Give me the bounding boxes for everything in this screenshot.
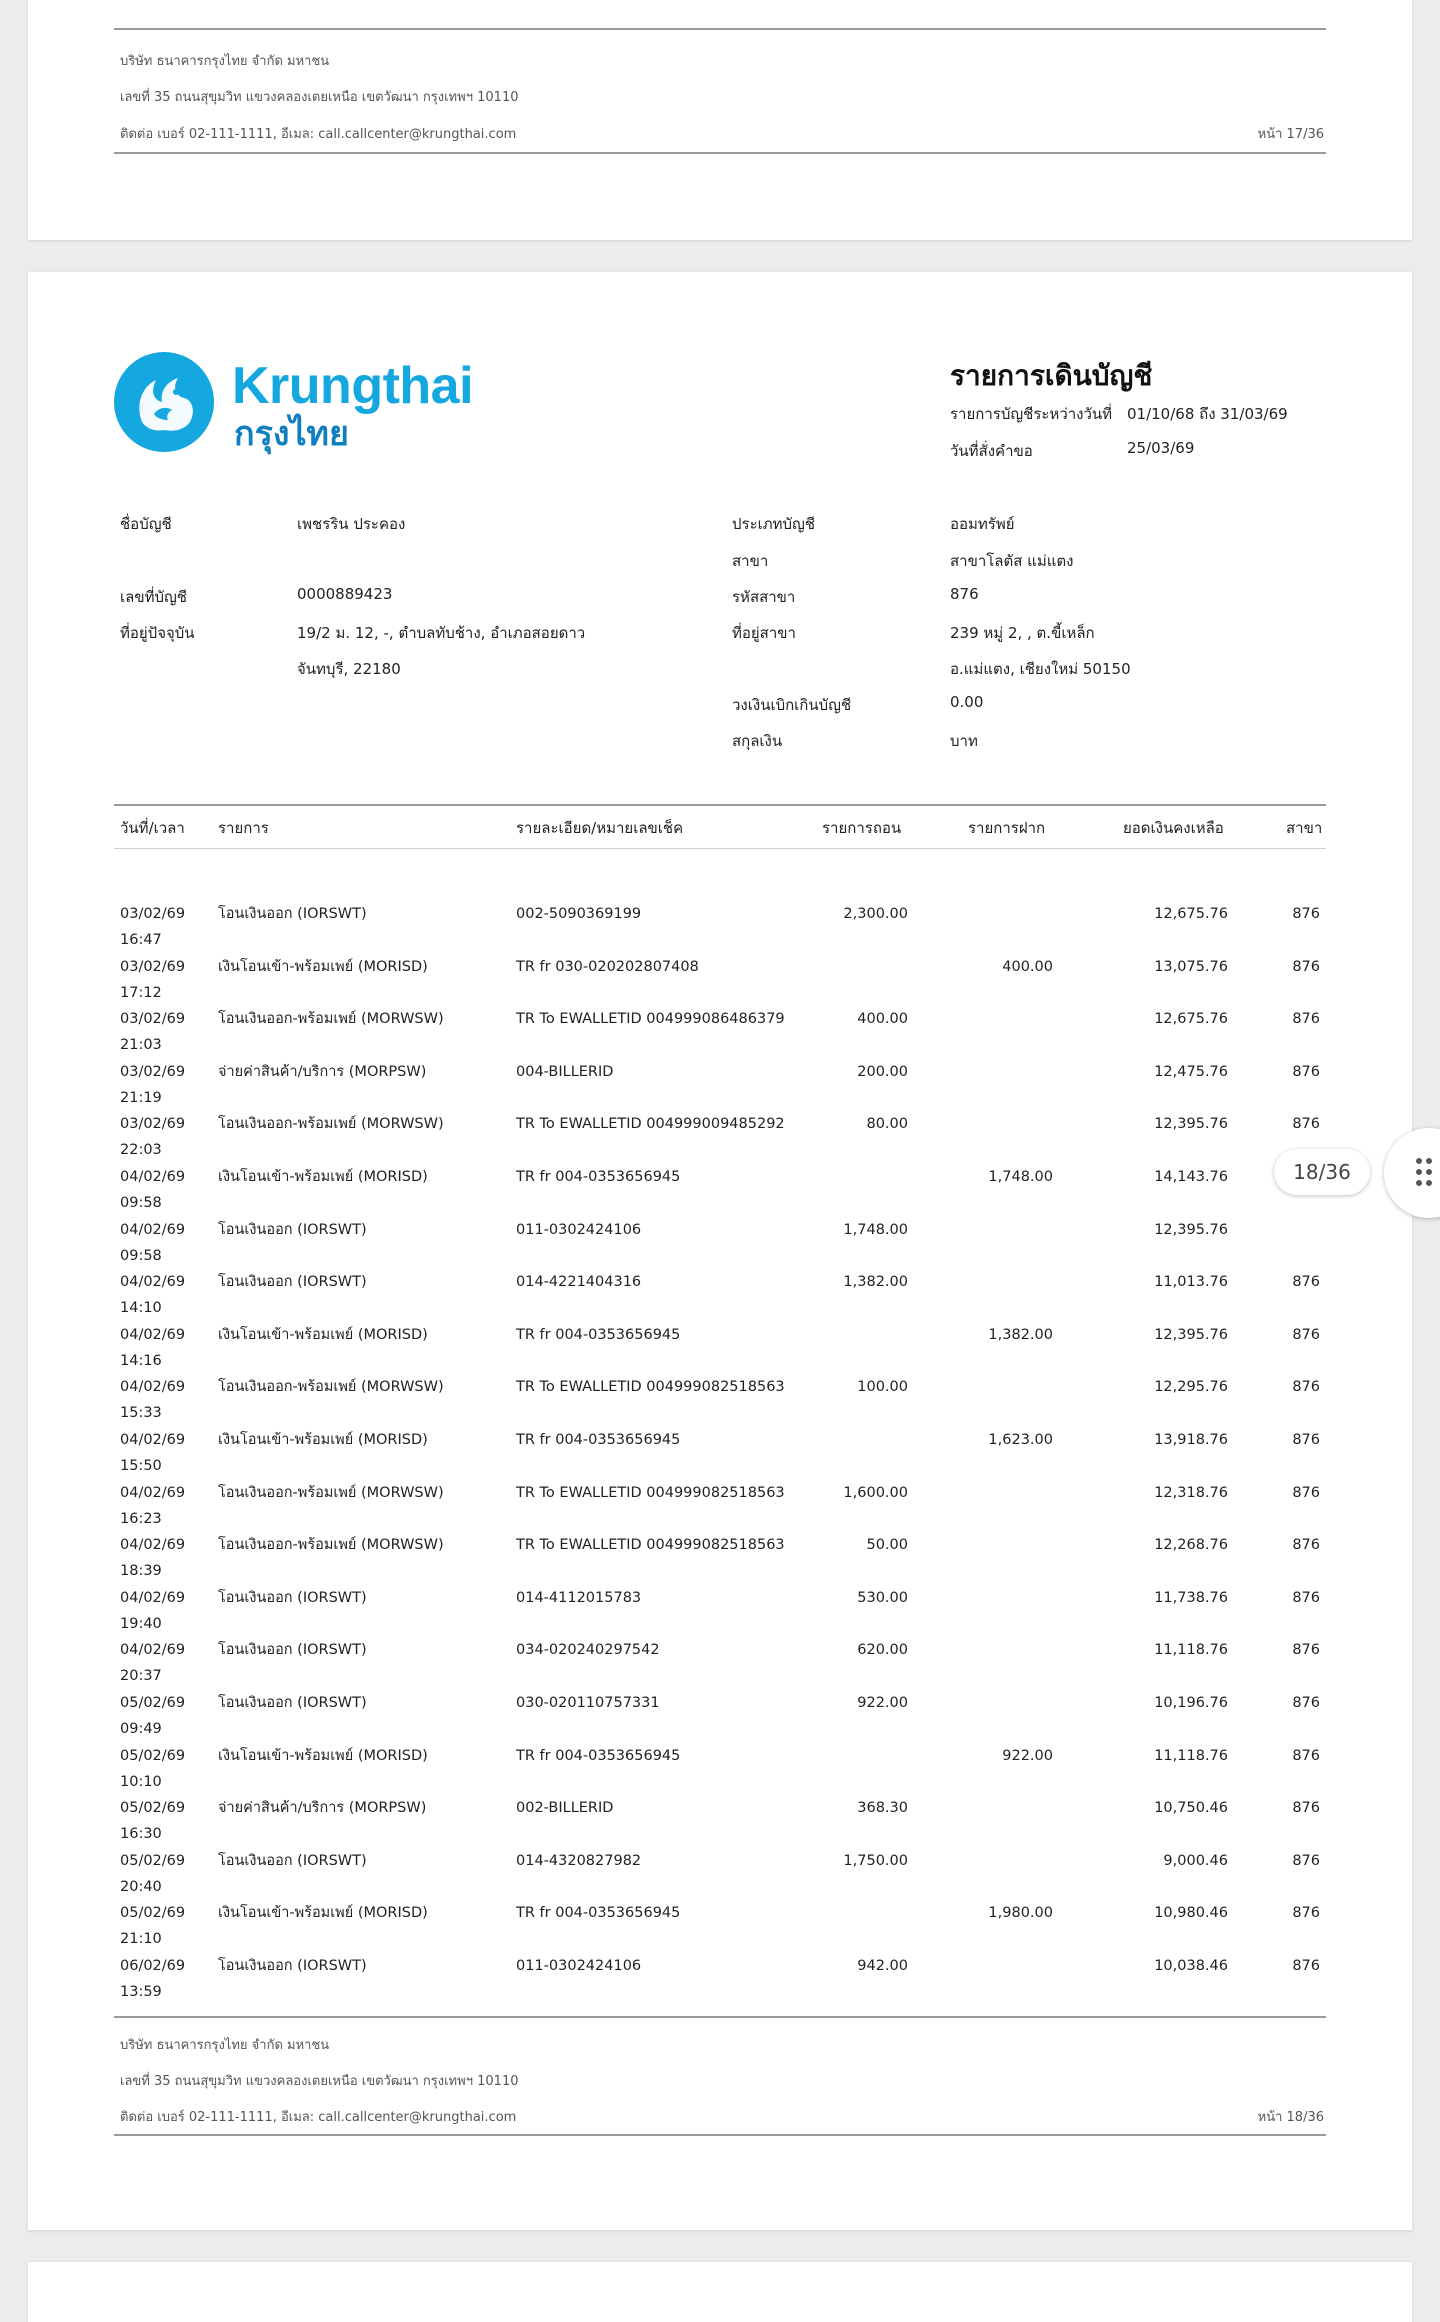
cell-withdraw: 200.00 xyxy=(857,1063,908,1080)
cell-date: 04/02/69 xyxy=(120,1379,186,1396)
cell-time: 15:50 xyxy=(120,1458,162,1474)
table-bottom-rule xyxy=(114,2016,1326,2018)
cell-detail: TR To EWALLETID 004999009485292 xyxy=(516,1116,785,1133)
footer-bottom-rule xyxy=(114,2134,1326,2136)
cell-deposit: 1,980.00 xyxy=(988,1905,1053,1922)
cell-date: 04/02/69 xyxy=(120,1642,186,1659)
header-balance: ยอดเงินคงเหลือ xyxy=(1123,819,1224,837)
cell-transaction: โอนเงินออก-พร้อมเพย์ (MORWSW) xyxy=(218,1537,444,1554)
account-name: เพชรริน ประคอง xyxy=(297,515,406,533)
cell-time: 18:39 xyxy=(120,1563,162,1580)
cell-time: 22:03 xyxy=(120,1142,162,1159)
cell-time: 20:40 xyxy=(120,1878,162,1895)
account-name-label: ชื่อบัญชี xyxy=(120,515,172,533)
branch-address-label: ที่อยู่สาขา xyxy=(732,624,796,642)
header-transaction: รายการ xyxy=(218,819,269,837)
cell-date: 03/02/69 xyxy=(120,958,186,975)
previous-page xyxy=(28,0,1412,240)
cell-detail: 011-0302424106 xyxy=(516,1958,642,1974)
cell-time: 21:10 xyxy=(120,1931,162,1948)
cell-withdraw: 1,600.00 xyxy=(843,1484,908,1501)
request-date-value: 25/03/69 xyxy=(1127,439,1195,457)
table-row xyxy=(114,1059,1326,1111)
table-row xyxy=(114,1795,1326,1847)
cell-branch: 876 xyxy=(1292,1747,1320,1764)
cell-date: 04/02/69 xyxy=(120,1432,186,1448)
cell-transaction: เงินโอนเข้า-พร้อมเพย์ (MORISD) xyxy=(218,1747,428,1764)
cell-transaction: โอนเงินออก (IORSWT) xyxy=(218,1221,367,1238)
cell-withdraw: 368.30 xyxy=(857,1800,908,1817)
cell-detail: TR fr 004-0353656945 xyxy=(516,1169,681,1185)
cell-withdraw: 1,382.00 xyxy=(843,1274,908,1291)
address-line-2: จันทบุรี, 22180 xyxy=(297,660,401,678)
cell-transaction: เงินโอนเข้า-พร้อมเพย์ (MORISD) xyxy=(218,1326,428,1343)
cell-branch: 876 xyxy=(1292,958,1320,975)
cell-date: 05/02/69 xyxy=(120,1747,186,1764)
cell-date: 04/02/69 xyxy=(120,1221,186,1238)
cell-branch: 876 xyxy=(1292,1537,1320,1554)
footer-page-number: หน้า 17/36 xyxy=(1257,127,1324,142)
table-row xyxy=(114,1637,1326,1689)
footer-company: บริษัท ธนาคารกรุงไทย จำกัด มหาชน xyxy=(120,2038,330,2053)
footer-company: บริษัท ธนาคารกรุงไทย จำกัด มหาชน xyxy=(120,54,330,69)
cell-transaction: เงินโอนเข้า-พร้อมเพย์ (MORISD) xyxy=(218,1169,428,1185)
cell-transaction: เงินโอนเข้า-พร้อมเพย์ (MORISD) xyxy=(218,958,428,975)
table-row xyxy=(114,1900,1326,1952)
cell-date: 04/02/69 xyxy=(120,1326,186,1343)
header-deposit: รายการฝาก xyxy=(968,819,1046,837)
cell-detail: TR fr 004-0353656945 xyxy=(516,1432,681,1448)
grip-dots-icon xyxy=(1416,1158,1440,1188)
cell-time: 21:19 xyxy=(120,1089,162,1106)
cell-time: 16:47 xyxy=(120,932,162,948)
next-page xyxy=(28,2262,1412,2322)
table-header xyxy=(114,804,1326,849)
cell-time: 10:10 xyxy=(120,1773,162,1790)
logo-wordmark-th: กรุงไทย xyxy=(234,414,349,454)
cell-date: 04/02/69 xyxy=(120,1169,186,1185)
cell-withdraw: 1,750.00 xyxy=(843,1852,908,1869)
cell-transaction: โอนเงินออก-พร้อมเพย์ (MORWSW) xyxy=(218,1116,444,1133)
cell-date: 05/02/69 xyxy=(120,1695,186,1711)
cell-branch: 876 xyxy=(1292,1063,1320,1080)
table-row xyxy=(114,1690,1326,1742)
cell-balance: 11,118.76 xyxy=(1154,1642,1228,1659)
account-number-label: เลขที่บัญชี xyxy=(120,588,187,606)
table-row xyxy=(114,1427,1326,1479)
cell-withdraw: 1,748.00 xyxy=(843,1221,908,1238)
cell-branch: 876 xyxy=(1292,1274,1320,1291)
address-line-1: 19/2 ม. 12, -, ตำบลทับช้าง, อำเภอสอยดาว xyxy=(297,624,586,642)
cell-balance: 11,013.76 xyxy=(1154,1274,1228,1291)
cell-branch: 876 xyxy=(1292,1642,1320,1659)
cell-transaction: จ่ายค่าสินค้า/บริการ (MORPSW) xyxy=(218,1800,427,1817)
footer-bottom-rule xyxy=(114,152,1326,154)
cell-branch: 876 xyxy=(1292,1326,1320,1343)
cell-withdraw: 942.00 xyxy=(857,1958,908,1974)
cell-balance: 10,980.46 xyxy=(1154,1905,1228,1922)
branch-label: สาขา xyxy=(732,552,769,570)
cell-time: 14:16 xyxy=(120,1352,162,1369)
cell-time: 16:30 xyxy=(120,1826,162,1843)
cell-branch: 876 xyxy=(1292,906,1320,922)
table-row xyxy=(114,1269,1326,1321)
cell-date: 05/02/69 xyxy=(120,1800,186,1817)
cell-detail: 002-5090369199 xyxy=(516,906,642,922)
cell-time: 17:12 xyxy=(120,984,162,1001)
cell-detail: TR To EWALLETID 004999086486379 xyxy=(516,1011,785,1028)
cell-branch: 876 xyxy=(1292,1484,1320,1501)
footer-page-number: หน้า 18/36 xyxy=(1257,2110,1324,2125)
document-title: รายการเดินบัญชี xyxy=(950,359,1153,392)
krungthai-bird-emblem-icon xyxy=(114,352,214,452)
cell-date: 03/02/69 xyxy=(120,1011,186,1028)
cell-time: 09:58 xyxy=(120,1247,162,1264)
account-type-label: ประเภทบัญชี xyxy=(732,515,816,533)
cell-balance: 13,918.76 xyxy=(1154,1432,1228,1448)
table-row xyxy=(114,1848,1326,1900)
cell-time: 09:49 xyxy=(120,1721,162,1737)
krungthai-logo xyxy=(114,352,484,462)
cell-balance: 10,750.46 xyxy=(1154,1800,1228,1817)
cell-balance: 12,675.76 xyxy=(1154,906,1228,922)
cell-deposit: 1,623.00 xyxy=(988,1432,1053,1448)
cell-transaction: เงินโอนเข้า-พร้อมเพย์ (MORISD) xyxy=(218,1905,428,1922)
header-branch: สาขา xyxy=(1286,819,1323,837)
cell-balance: 12,475.76 xyxy=(1154,1063,1228,1080)
cell-transaction: โอนเงินออก (IORSWT) xyxy=(218,906,367,922)
cell-detail: 004-BILLERID xyxy=(516,1063,614,1080)
cell-balance: 9,000.46 xyxy=(1163,1852,1228,1869)
cell-balance: 11,738.76 xyxy=(1154,1589,1228,1606)
cell-balance: 10,038.46 xyxy=(1154,1958,1228,1974)
cell-detail: 014-4112015783 xyxy=(516,1589,642,1606)
cell-branch: 876 xyxy=(1292,1958,1320,1974)
cell-date: 05/02/69 xyxy=(120,1905,186,1922)
header-withdraw: รายการถอน xyxy=(822,819,902,837)
cell-deposit: 1,382.00 xyxy=(988,1326,1053,1343)
cell-transaction: เงินโอนเข้า-พร้อมเพย์ (MORISD) xyxy=(218,1432,428,1448)
cell-withdraw: 100.00 xyxy=(857,1379,908,1396)
cell-time: 19:40 xyxy=(120,1615,162,1632)
cell-withdraw: 80.00 xyxy=(866,1116,908,1133)
cell-branch: 876 xyxy=(1292,1011,1320,1028)
cell-date: 04/02/69 xyxy=(120,1589,186,1606)
cell-detail: 034-020240297542 xyxy=(516,1642,660,1659)
cell-transaction: โอนเงินออก (IORSWT) xyxy=(218,1589,367,1606)
cell-detail: TR fr 004-0353656945 xyxy=(516,1747,681,1764)
cell-deposit: 922.00 xyxy=(1002,1747,1053,1764)
cell-withdraw: 620.00 xyxy=(857,1642,908,1659)
cell-detail: 030-020110757331 xyxy=(516,1695,660,1711)
table-row xyxy=(114,1743,1326,1795)
cell-branch: 876 xyxy=(1292,1905,1320,1922)
cell-transaction: โอนเงินออก (IORSWT) xyxy=(218,1274,367,1291)
branch-code-label: รหัสสาขา xyxy=(732,588,796,606)
cell-deposit: 1,748.00 xyxy=(988,1169,1053,1185)
cell-time: 20:37 xyxy=(120,1668,162,1685)
cell-branch: 876 xyxy=(1292,1432,1320,1448)
cell-transaction: โอนเงินออก (IORSWT) xyxy=(218,1642,367,1659)
currency-value: บาท xyxy=(950,732,978,750)
table-row xyxy=(114,1585,1326,1637)
cell-date: 03/02/69 xyxy=(120,1116,186,1133)
cell-time: 14:10 xyxy=(120,1300,162,1317)
cell-time: 21:03 xyxy=(120,1037,162,1054)
period-value: 01/10/68 ถึง 31/03/69 xyxy=(1127,405,1288,423)
table-row xyxy=(114,954,1326,1006)
cell-transaction: โอนเงินออก-พร้อมเพย์ (MORWSW) xyxy=(218,1379,444,1396)
cell-branch: 876 xyxy=(1292,1589,1320,1606)
cell-branch: 876 xyxy=(1292,1379,1320,1396)
branch-name: สาขาโลตัส แม่แตง xyxy=(950,552,1074,570)
cell-transaction: โอนเงินออก (IORSWT) xyxy=(218,1958,367,1974)
cell-balance: 12,268.76 xyxy=(1154,1537,1228,1554)
cell-balance: 12,395.76 xyxy=(1154,1116,1228,1133)
page-indicator[interactable]: 18/36 xyxy=(1274,1149,1370,1195)
header-datetime: วันที่/เวลา xyxy=(120,819,185,837)
cell-time: 15:33 xyxy=(120,1405,162,1422)
cell-detail: 002-BILLERID xyxy=(516,1800,614,1817)
currency-label: สกุลเงิน xyxy=(732,732,783,750)
cell-withdraw: 400.00 xyxy=(857,1011,908,1028)
cell-detail: 014-4320827982 xyxy=(516,1852,642,1869)
cell-date: 03/02/69 xyxy=(120,1063,186,1080)
cell-transaction: โอนเงินออก (IORSWT) xyxy=(218,1852,367,1869)
footer-top-rule xyxy=(114,28,1326,30)
account-number: 0000889423 xyxy=(297,585,393,603)
table-row xyxy=(114,1480,1326,1532)
cell-detail: 014-4221404316 xyxy=(516,1274,642,1291)
cell-branch: 876 xyxy=(1292,1852,1320,1869)
overdraft-label: วงเงินเบิกเกินบัญชี xyxy=(732,696,852,714)
period-label: รายการบัญชีระหว่างวันที่ xyxy=(950,405,1113,423)
table-row xyxy=(114,901,1326,953)
cell-withdraw: 2,300.00 xyxy=(843,906,908,922)
table-row xyxy=(114,1953,1326,2005)
cell-detail: TR To EWALLETID 004999082518563 xyxy=(516,1379,785,1396)
cell-transaction: โอนเงินออก (IORSWT) xyxy=(218,1695,367,1711)
statement-page xyxy=(28,272,1412,2230)
footer-address: เลขที่ 35 ถนนสุขุมวิท แขวงคลองเตยเหนือ เขตวัฒนา กรุงเทพฯ 10110 xyxy=(120,2074,519,2089)
cell-withdraw: 50.00 xyxy=(866,1537,908,1554)
branch-code: 876 xyxy=(950,585,979,603)
table-row xyxy=(114,1164,1326,1216)
logo-wordmark-en: Krungthai xyxy=(232,357,474,415)
cell-branch: 876 xyxy=(1292,1116,1320,1133)
cell-branch: 876 xyxy=(1292,1800,1320,1817)
cell-detail: TR To EWALLETID 004999082518563 xyxy=(516,1537,785,1554)
footer-contact: ติดต่อ เบอร์ 02-111-1111, อีเมล: call.callcenter@krungthai.com xyxy=(120,2110,517,2125)
branch-address-line-2: อ.แม่แตง, เชียงใหม่ 50150 xyxy=(950,660,1131,678)
cell-transaction: โอนเงินออก-พร้อมเพย์ (MORWSW) xyxy=(218,1484,444,1501)
account-type: ออมทรัพย์ xyxy=(950,515,1015,533)
cell-time: 09:58 xyxy=(120,1195,162,1211)
cell-balance: 12,295.76 xyxy=(1154,1379,1228,1396)
table-row xyxy=(114,1006,1326,1058)
cell-balance: 13,075.76 xyxy=(1154,958,1228,975)
cell-balance: 11,118.76 xyxy=(1154,1747,1228,1764)
footer-contact: ติดต่อ เบอร์ 02-111-1111, อีเมล: call.callcenter@krungthai.com xyxy=(120,127,517,142)
cell-balance: 14,143.76 xyxy=(1154,1169,1228,1185)
overdraft-value: 0.00 xyxy=(950,693,984,711)
footer-address: เลขที่ 35 ถนนสุขุมวิท แขวงคลองเตยเหนือ เขตวัฒนา กรุงเทพฯ 10110 xyxy=(120,90,519,105)
cell-date: 04/02/69 xyxy=(120,1537,186,1554)
cell-detail: TR fr 004-0353656945 xyxy=(516,1905,681,1922)
cell-date: 04/02/69 xyxy=(120,1484,186,1501)
cell-date: 06/02/69 xyxy=(120,1958,186,1974)
page-footer xyxy=(114,28,1326,142)
cell-transaction: โอนเงินออก-พร้อมเพย์ (MORWSW) xyxy=(218,1011,444,1028)
cell-withdraw: 530.00 xyxy=(857,1589,908,1606)
header-detail: รายละเอียด/หมายเลขเช็ค xyxy=(516,819,684,837)
cell-balance: 12,675.76 xyxy=(1154,1011,1228,1028)
address-label: ที่อยู่ปัจจุบัน xyxy=(120,624,195,642)
cell-date: 05/02/69 xyxy=(120,1852,186,1869)
cell-branch: 876 xyxy=(1292,1695,1320,1711)
cell-detail: TR To EWALLETID 004999082518563 xyxy=(516,1484,785,1501)
cell-transaction: จ่ายค่าสินค้า/บริการ (MORPSW) xyxy=(218,1063,427,1080)
table-row xyxy=(114,1217,1326,1269)
cell-detail: 011-0302424106 xyxy=(516,1221,642,1238)
cell-detail: TR fr 030-020202807408 xyxy=(516,958,699,975)
cell-withdraw: 922.00 xyxy=(857,1695,908,1711)
table-row xyxy=(114,1532,1326,1584)
table-row xyxy=(114,1374,1326,1426)
cell-balance: 10,196.76 xyxy=(1154,1695,1228,1711)
table-row xyxy=(114,1322,1326,1374)
table-row xyxy=(114,1111,1326,1163)
branch-address-line-1: 239 หมู่ 2, , ต.ขี้เหล็ก xyxy=(950,624,1095,642)
cell-balance: 12,318.76 xyxy=(1154,1484,1228,1501)
cell-balance: 12,395.76 xyxy=(1154,1326,1228,1343)
cell-deposit: 400.00 xyxy=(1002,958,1053,975)
cell-balance: 12,395.76 xyxy=(1154,1221,1228,1238)
cell-time: 16:23 xyxy=(120,1510,162,1527)
request-date-label: วันที่สั่งคำขอ xyxy=(950,442,1033,460)
cell-date: 03/02/69 xyxy=(120,906,186,922)
cell-date: 04/02/69 xyxy=(120,1274,186,1291)
cell-detail: TR fr 004-0353656945 xyxy=(516,1326,681,1343)
cell-time: 13:59 xyxy=(120,1984,162,2000)
